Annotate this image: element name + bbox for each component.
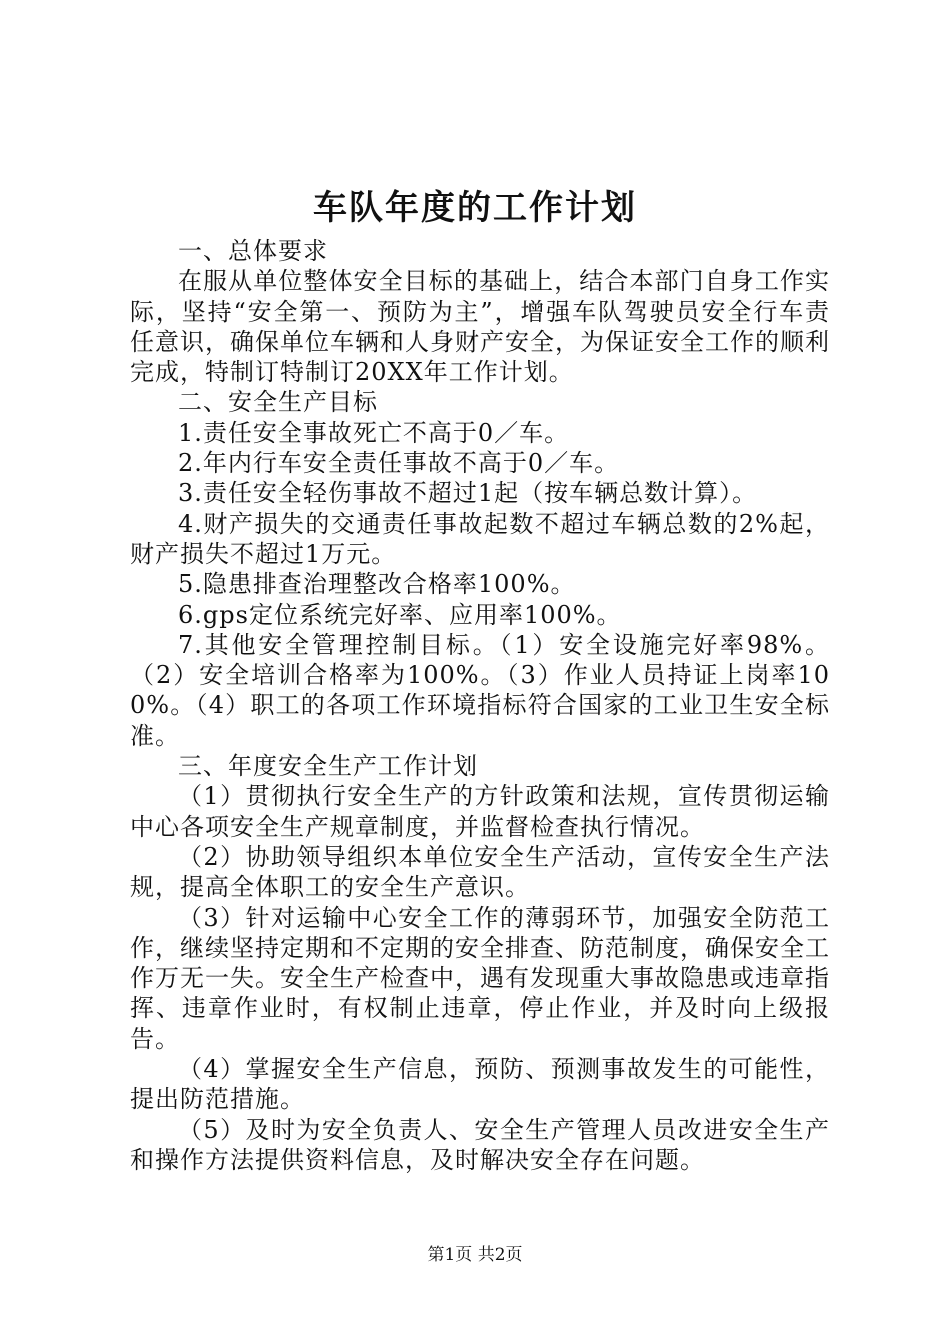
document-body [130,236,830,1175]
goal-item-1: 1.责任安全事故死亡不高于0／车。 [178,418,570,447]
goal-item-5: 5.隐患排查治理整改合格率100%。 [178,570,576,599]
document-title: 车队年度的工作计划 [313,188,637,228]
goal-item-2: 2.年内行车安全责任事故不高于0／车。 [178,449,620,478]
paragraph-general-requirements: 在服从单位整体安全目标的基础上，结合本部门自身工作实际，坚持“安全第一、预防为主”，增强车队驾驶员安全行车责任意识，确保单位车辆和人身财产安全，为保证安全工作的顺利完成，特制订特制订20XX年工作计划。 [130,267,830,387]
goal-item-4: 4.财产损失的交通责任事故起数不超过车辆总数的2%起，财产损失不超过1万元。 [130,509,830,568]
plan-item-1: （1）贯彻执行安全生产的方针政策和法规，宣传贯彻运输中心各项安全生产规章制度，并监督检查执行情况。 [130,782,830,841]
goal-item-7: 7.其他安全管理控制目标。（1）安全设施完好率98%。（2）安全培训合格率为100%。（3）作业人员持证上岗率100%。（4）职工的各项工作环境指标符合国家的工业卫生安全标准。 [130,630,830,750]
section-heading-annual-plan: 三、年度安全生产工作计划 [178,752,478,781]
goal-item-3: 3.责任安全轻伤事故不超过1起（按车辆总数计算）。 [178,479,758,508]
plan-item-4: （4）掌握安全生产信息，预防、预测事故发生的可能性，提出防范措施。 [130,1055,830,1114]
page-footer: 第1页 共2页 [427,1245,523,1265]
section-heading-general-requirements: 一、总体要求 [178,237,328,265]
plan-item-2: （2）协助领导组织本单位安全生产活动，宣传安全生产法规，提高全体职工的安全生产意识。 [130,842,830,902]
plan-item-5: （5）及时为安全负责人、安全生产管理人员改进安全生产和操作方法提供资料信息，及时解决安全存在问题。 [130,1115,830,1174]
goal-item-6: 6.gps定位系统完好率、应用率100%。 [178,600,622,629]
section-heading-safety-goals: 二、安全生产目标 [178,388,378,417]
plan-item-3: （3）针对运输中心安全工作的薄弱环节，加强安全防范工作，继续坚持定期和不定期的安全排查、防范制度，确保安全工作万无一失。安全生产检查中，遇有发现重大事故隐患或违章指挥、违章作业时，有权制止违章，停止作业，并及时向上级报告。 [130,903,830,1053]
